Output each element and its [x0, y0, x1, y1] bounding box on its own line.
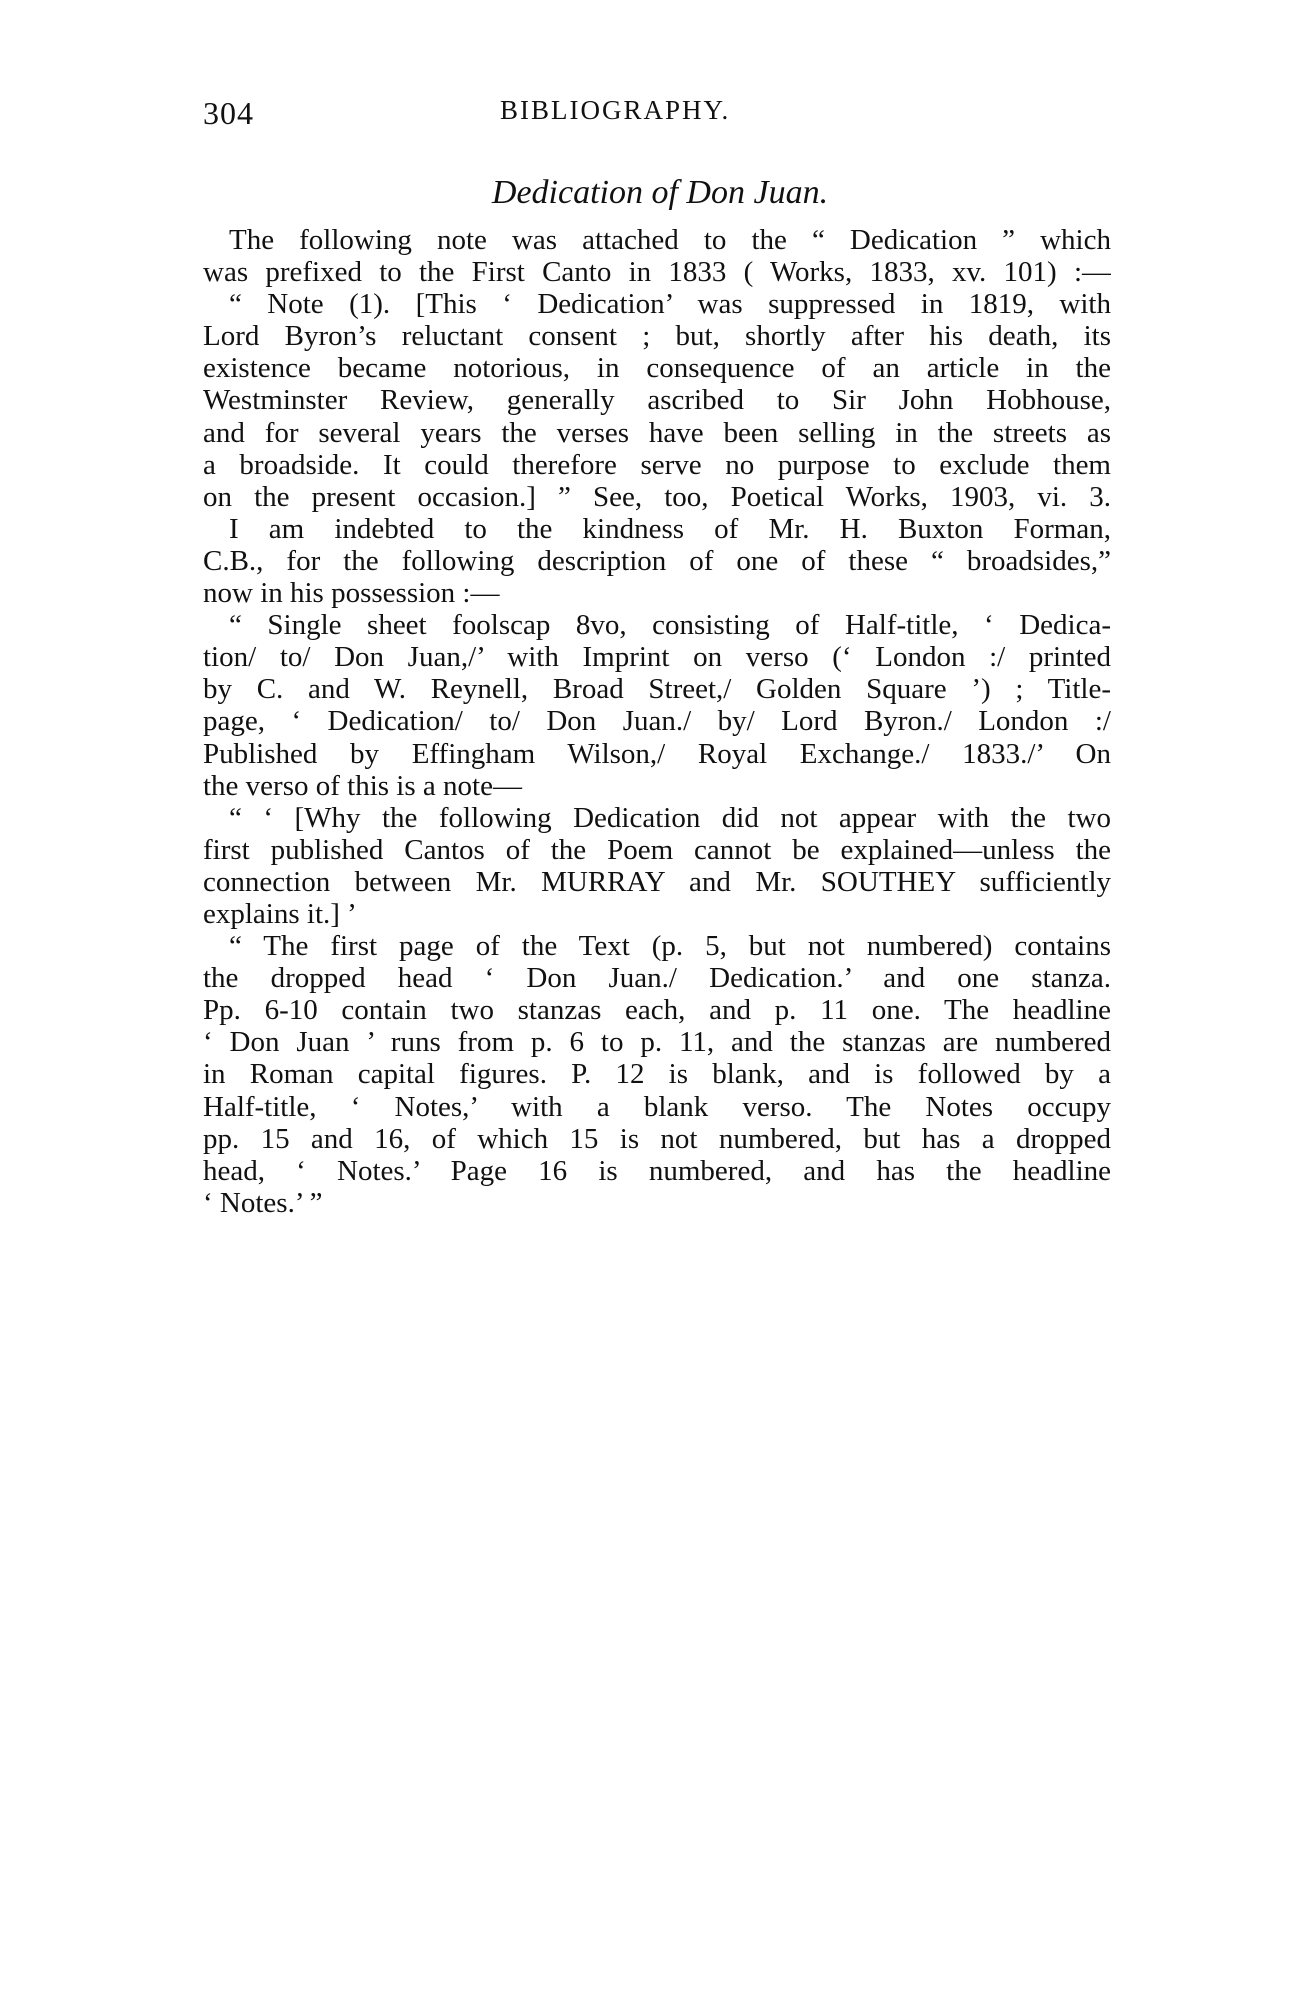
text-line: “ Note (1). [This ‘ Dedication’ was suppressed in 1819, with: [229, 288, 1111, 321]
section-title: Dedication of Don Juan.: [491, 174, 829, 211]
text-line: ‘ Notes.’ ”: [203, 1186, 323, 1219]
page-number: 304: [203, 95, 254, 131]
text-line: a broadside. It could therefore serve no purpose to exclude them: [203, 448, 1111, 481]
text-line: now in his possession :—: [203, 577, 500, 610]
text-line: on the present occasion.] ” See, too, Poetical Works, 1903, vi. 3.: [203, 480, 1111, 513]
text-line: head, ‘ Notes.’ Page 16 is numbered, and has the headline: [203, 1154, 1111, 1187]
text-line: Published by Effingham Wilson,/ Royal Exchange./ 1833./’ On: [203, 737, 1111, 770]
text-line: The following note was attached to the “ Dedication ” which: [229, 224, 1111, 256]
body-text: [203, 224, 1111, 1219]
text-line: page, ‘ Dedication/ to/ Don Juan./ by/ Lord Byron./ London :/: [203, 705, 1111, 738]
text-line: Pp. 6-10 contain two stanzas each, and p. 11 one. The headline: [203, 994, 1111, 1027]
text-line: pp. 15 and 16, of which 15 is not numbered, but has a dropped: [203, 1122, 1111, 1155]
text-line: Lord Byron’s reluctant consent ; but, shortly after his death, its: [203, 320, 1111, 353]
text-line: ‘ Don Juan ’ runs from p. 6 to p. 11, and the stanzas are numbered: [203, 1026, 1111, 1059]
text-line: connection between Mr. MURRAY and Mr. SOUTHEY sufficiently: [203, 865, 1111, 898]
text-line: by C. and W. Reynell, Broad Street,/ Golden Square ’) ; Title-: [203, 673, 1111, 706]
text-line: existence became notorious, in consequence of an article in the: [203, 352, 1111, 385]
text-line: “ ‘ [Why the following Dedication did not appear with the two: [229, 801, 1111, 834]
running-head: BIBLIOGRAPHY.: [500, 95, 731, 125]
text-line: “ Single sheet foolscap 8vo, consisting of Half-title, ‘ Dedica-: [229, 609, 1111, 642]
text-line: explains it.] ’: [203, 897, 357, 930]
text-line: first published Cantos of the Poem cannot be explained—unless the: [203, 833, 1111, 866]
text-line: Westminster Review, generally ascribed to Sir John Hobhouse,: [203, 384, 1111, 417]
text-line: C.B., for the following description of one of these “ broadsides,”: [203, 544, 1111, 577]
text-line: “ The first page of the Text (p. 5, but not numbered) contains: [229, 930, 1111, 963]
text-line: in Roman capital figures. P. 12 is blank, and is followed by a: [203, 1058, 1111, 1091]
text-line: the verso of this is a note—: [203, 769, 522, 802]
text-line: and for several years the verses have been selling in the streets as: [203, 416, 1111, 449]
text-line: Half-title, ‘ Notes,’ with a blank verso. The Notes occupy: [203, 1090, 1111, 1123]
text-line: I am indebted to the kindness of Mr. H. Buxton Forman,: [229, 512, 1111, 545]
text-line: the dropped head ‘ Don Juan./ Dedication.’ and one stanza.: [203, 962, 1111, 995]
text-line: was prefixed to the First Canto in 1833 ( Works, 1833, xv. 101) :—: [203, 256, 1111, 289]
text-line: tion/ to/ Don Juan,/’ with Imprint on verso (‘ London :/ printed: [203, 641, 1111, 674]
